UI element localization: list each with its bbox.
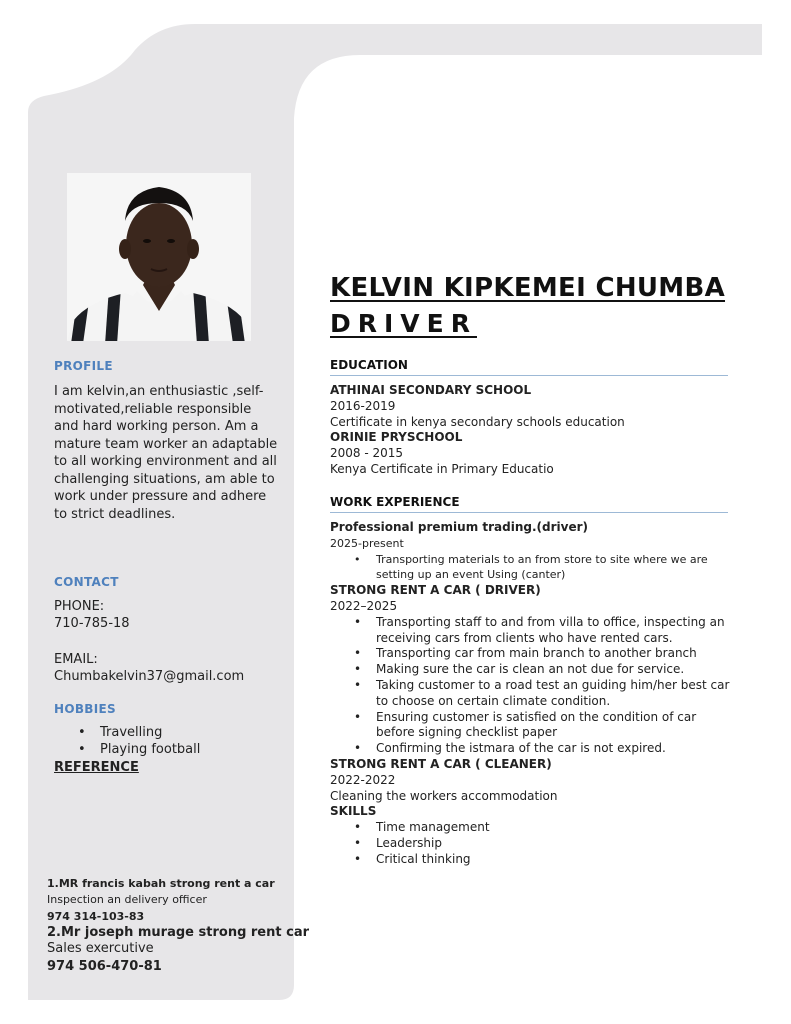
email-value[interactable]: Chumbakelvin37@gmail.com — [54, 669, 245, 684]
reference-1-name: 1.MR francis kabah strong rent a car — [47, 877, 275, 890]
hobbies-heading: HOBBIES — [54, 702, 116, 716]
reference-1-role: Inspection an delivery officer — [47, 893, 207, 906]
job-3-years: 2022-2022 — [330, 772, 396, 787]
school-1-cert: Certificate in kenya secondary schools education — [330, 414, 625, 429]
school-1-years: 2016-2019 — [330, 398, 396, 413]
job-1-title: Professional premium trading.(driver) — [330, 520, 588, 534]
reference-2-role: Sales exercutive — [47, 941, 154, 956]
hobby-item: • Travelling — [100, 724, 200, 741]
work-section — [330, 520, 730, 868]
phone-value: 710-785-18 — [54, 616, 130, 631]
candidate-role: DRIVER — [330, 309, 477, 338]
duty-item: • Ensuring customer is satisfied on the condition of car before signing checklist paper — [376, 710, 730, 742]
school-1: ATHINAI SECONDARY SCHOOL — [330, 383, 532, 397]
email-label: EMAIL: — [54, 652, 98, 667]
profile-heading: PROFILE — [54, 359, 113, 373]
duty-item: • Confirming the istmara of the car is not expired. — [376, 741, 730, 757]
job-3-title: STRONG RENT A CAR ( CLEANER) — [330, 756, 552, 771]
duty-item: • Making sure the car is clean an not due for service. — [376, 662, 730, 678]
skills-list — [330, 820, 730, 867]
job-1-duties — [330, 552, 730, 584]
job-1-years: 2025-present — [330, 536, 404, 550]
education-heading: EDUCATION — [330, 358, 728, 376]
duty-item: • Transporting materials to an from store to site where we are setting up an event Using (canter) — [376, 552, 730, 584]
school-2-cert: Kenya Certificate in Primary Educatio — [330, 461, 554, 476]
hobby-item: • Playing football — [100, 741, 200, 758]
skill-item: • Critical thinking — [376, 852, 730, 868]
work-heading: WORK EXPERIENCE — [330, 495, 728, 513]
duty-item: • Taking customer to a road test an guiding him/her best car to choose on certain climate condition. — [376, 678, 730, 710]
reference-heading: REFERENCE — [54, 760, 139, 775]
job-2-title: STRONG RENT A CAR ( DRIVER) — [330, 583, 541, 598]
contact-heading: CONTACT — [54, 575, 119, 589]
job-3-desc: Cleaning the workers accommodation — [330, 788, 558, 803]
school-2-years: 2008 - 2015 — [330, 446, 404, 461]
hobbies-list — [54, 724, 200, 758]
skill-item: • Time management — [376, 820, 730, 836]
candidate-name: KELVIN KIPKEMEI CHUMBA — [330, 273, 726, 303]
reference-2-name: 2.Mr joseph murage strong rent car — [47, 925, 310, 940]
education-section — [330, 383, 730, 478]
profile-text: I am kelvin,an enthusiastic ,self-motivated,reliable responsible and hard working person. Am a mature team worker an adaptable to all working environment and all challenging situations, am able to work under pressure and adhere to strict deadlines. — [54, 384, 278, 522]
duty-item: • Transporting car from main branch to another branch — [376, 646, 730, 662]
reference-2-phone: 974 506-470-81 — [47, 959, 162, 974]
job-2-years: 2022–2025 — [330, 598, 398, 613]
profile-photo — [67, 173, 251, 341]
job-2-duties — [330, 615, 730, 757]
duty-item: • Transporting staff to and from villa to office, inspecting an receiving cars from clients who have rented cars. — [376, 615, 730, 647]
reference-1-phone: 974 314-103-83 — [47, 910, 145, 923]
phone-label: PHONE: — [54, 599, 105, 614]
skills-heading: SKILLS — [330, 804, 377, 819]
school-2: ORINIE PRYSCHOOL — [330, 430, 463, 445]
skill-item: • Leadership — [376, 836, 730, 852]
